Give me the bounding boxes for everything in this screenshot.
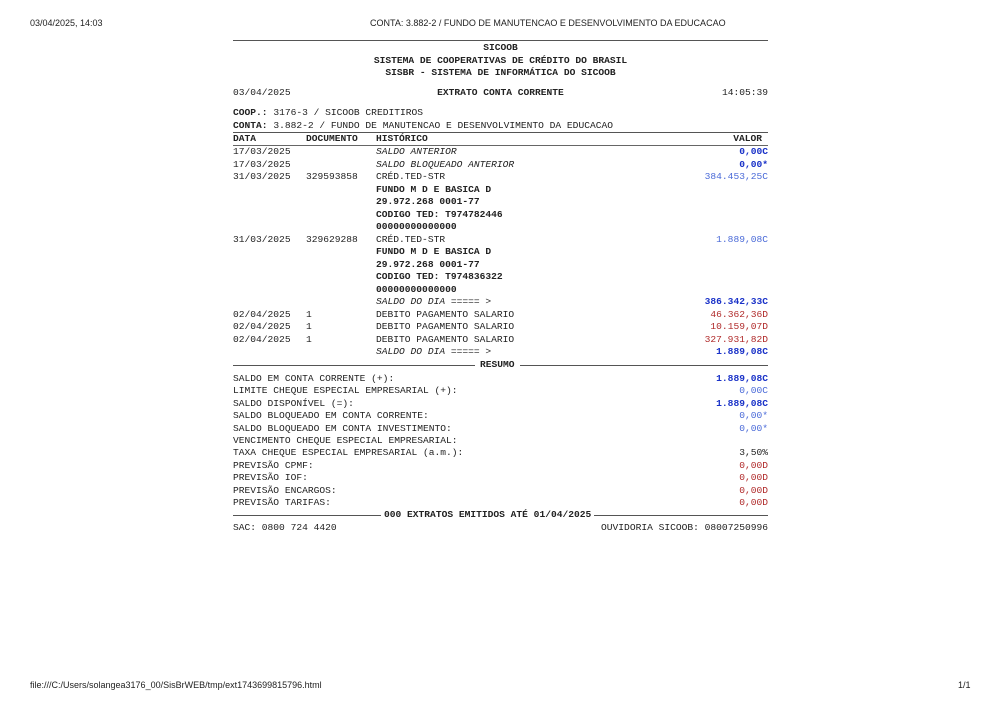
resumo-item bbox=[233, 447, 768, 459]
resumo-item bbox=[233, 398, 768, 410]
tx-date: 31/03/2025 bbox=[233, 233, 291, 245]
resumo-item bbox=[233, 497, 768, 509]
resumo-title: RESUMO bbox=[475, 359, 520, 372]
resumo-value: 0,00* bbox=[739, 410, 768, 422]
tx-date: 02/04/2025 bbox=[233, 321, 291, 332]
extratos-emitidos: 000 EXTRATOS EMITIDOS ATÉ 01/04/2025 bbox=[381, 509, 594, 522]
resumo-item bbox=[233, 410, 768, 422]
daily-balance-row bbox=[233, 346, 768, 359]
table-row bbox=[233, 159, 768, 172]
bank-subsystem: SISBR - SISTEMA DE INFORMÁTICA DO SICOOB bbox=[385, 67, 616, 78]
tx-date: 17/03/2025 bbox=[233, 158, 291, 170]
resumo-label: SALDO DISPONÍVEL (=): bbox=[233, 397, 354, 409]
ouvidoria-contact: OUVIDORIA SICOOB: 08007250996 bbox=[601, 521, 768, 533]
tx-detail bbox=[233, 209, 768, 222]
tx-detail bbox=[233, 284, 768, 297]
resumo-item bbox=[233, 385, 768, 397]
resumo-value: 3,50% bbox=[739, 447, 768, 459]
tx-detail bbox=[233, 246, 768, 259]
tx-value: 1.889,08C bbox=[716, 346, 768, 357]
table-row bbox=[233, 334, 768, 347]
resumo-value: 0,00D bbox=[739, 472, 768, 484]
resumo-value: 0,00D bbox=[739, 459, 768, 471]
resumo-value: 0,00D bbox=[739, 496, 768, 508]
tx-doc: 1 bbox=[306, 321, 312, 332]
tx-value: 327.931,82D bbox=[704, 333, 768, 345]
resumo-item bbox=[233, 472, 768, 484]
resumo-divider bbox=[233, 359, 768, 372]
tx-detail-text: 29.972.268 0001-77 bbox=[376, 196, 480, 207]
table-header bbox=[233, 133, 768, 146]
report-header bbox=[233, 87, 768, 100]
resumo-value: 0,00* bbox=[739, 422, 768, 434]
resumo-label: VENCIMENTO CHEQUE ESPECIAL EMPRESARIAL: bbox=[233, 434, 458, 446]
table-row bbox=[233, 234, 768, 247]
tx-detail-text: 29.972.268 0001-77 bbox=[376, 258, 480, 270]
report-title: EXTRATO CONTA CORRENTE bbox=[437, 86, 564, 98]
tx-value: 10.159,07D bbox=[710, 321, 768, 332]
tx-doc: 1 bbox=[306, 308, 312, 320]
tx-doc: 1 bbox=[306, 333, 312, 345]
resumo-label: LIMITE CHEQUE ESPECIAL EMPRESARIAL (+): bbox=[233, 385, 458, 397]
tx-value: 46.362,36D bbox=[710, 308, 768, 320]
print-datetime: 03/04/2025, 14:03 bbox=[30, 18, 103, 28]
col-historico: HISTÓRICO bbox=[376, 133, 428, 144]
resumo-list bbox=[233, 373, 768, 509]
resumo-label: PREVISÃO IOF: bbox=[233, 472, 308, 484]
bank-system: SISTEMA DE COOPERATIVAS DE CRÉDITO DO BRASIL bbox=[373, 54, 628, 66]
tx-date: 17/03/2025 bbox=[233, 146, 291, 157]
tx-value: 384.453,25C bbox=[704, 171, 768, 182]
page-number: 1/1 bbox=[958, 680, 971, 690]
resumo-value: 1.889,08C bbox=[716, 397, 768, 409]
tx-value: 0,00* bbox=[739, 158, 768, 170]
resumo-label: SALDO BLOQUEADO EM CONTA CORRENTE: bbox=[233, 410, 429, 422]
tx-detail-text: CODIGO TED: T974836322 bbox=[376, 271, 503, 282]
tx-date: 02/04/2025 bbox=[233, 333, 291, 345]
tx-detail-text: FUNDO M D E BASICA D bbox=[376, 246, 492, 257]
coop-line bbox=[233, 107, 768, 120]
extratos-divider bbox=[233, 509, 768, 522]
tx-value: 386.342,33C bbox=[704, 296, 768, 307]
report-time: 14:05:39 bbox=[721, 86, 768, 98]
resumo-label: TAXA CHEQUE ESPECIAL EMPRESARIAL (a.m.): bbox=[233, 447, 464, 459]
tx-hist: DEBITO PAGAMENTO SALARIO bbox=[376, 333, 515, 345]
resumo-label: SALDO EM CONTA CORRENTE (+): bbox=[233, 373, 395, 384]
file-path: file:///C:/Users/solangea3176_00/SisBrWEB/tmp/ext1743699815796.html bbox=[30, 680, 322, 690]
conta-value: 3.882-2 / FUNDO DE MANUTENCAO E DESENVOLVIMENTO DA EDUCACAO bbox=[273, 119, 613, 131]
tx-detail-text: 00000000000000 bbox=[376, 221, 457, 232]
resumo-item bbox=[233, 460, 768, 472]
table-row bbox=[233, 146, 768, 159]
tx-detail-text: FUNDO M D E BASICA D bbox=[376, 183, 492, 195]
tx-hist: SALDO DO DIA ===== > bbox=[376, 346, 492, 357]
col-data: DATA bbox=[233, 133, 257, 144]
resumo-label: SALDO BLOQUEADO EM CONTA INVESTIMENTO: bbox=[233, 422, 452, 434]
tx-detail-text: CODIGO TED: T974782446 bbox=[376, 208, 503, 220]
tx-hist: SALDO ANTERIOR bbox=[376, 146, 457, 157]
tx-detail bbox=[233, 184, 768, 197]
statement-document bbox=[233, 40, 768, 534]
resumo-item bbox=[233, 423, 768, 435]
resumo-label: PREVISÃO TARIFAS: bbox=[233, 496, 331, 508]
resumo-value: 1.889,08C bbox=[716, 373, 768, 384]
tx-date: 31/03/2025 bbox=[233, 171, 291, 182]
tx-detail bbox=[233, 221, 768, 234]
coop-label: COOP.: bbox=[233, 107, 268, 118]
conta-label: CONTA: bbox=[233, 119, 268, 131]
table-row bbox=[233, 171, 768, 184]
tx-doc: 329629288 bbox=[306, 233, 358, 245]
tx-hist: DEBITO PAGAMENTO SALARIO bbox=[376, 321, 515, 332]
coop-value: 3176-3 / SICOOB CREDITIROS bbox=[273, 107, 423, 118]
tx-hist: DEBITO PAGAMENTO SALARIO bbox=[376, 308, 515, 320]
col-valor: VALOR bbox=[733, 133, 762, 144]
tx-detail bbox=[233, 271, 768, 284]
tx-detail bbox=[233, 196, 768, 209]
contacts-row bbox=[233, 522, 768, 535]
resumo-item bbox=[233, 485, 768, 497]
tx-value: 0,00C bbox=[739, 146, 768, 157]
table-row bbox=[233, 309, 768, 322]
report-date: 03/04/2025 bbox=[233, 86, 291, 98]
conta-line bbox=[233, 120, 768, 133]
tx-doc: 329593858 bbox=[306, 171, 358, 182]
bank-name: SICOOB bbox=[483, 42, 518, 53]
resumo-label: PREVISÃO ENCARGOS: bbox=[233, 484, 337, 496]
resumo-value: 0,00C bbox=[739, 385, 768, 397]
resumo-label: PREVISÃO CPMF: bbox=[233, 459, 314, 471]
table-row bbox=[233, 321, 768, 334]
tx-hist: CRÉD.TED-STR bbox=[376, 171, 446, 182]
print-title: CONTA: 3.882-2 / FUNDO DE MANUTENCAO E DESENVOLVIMENTO DA EDUCACAO bbox=[370, 18, 726, 28]
tx-detail-text: 00000000000000 bbox=[376, 283, 457, 295]
col-documento: DOCUMENTO bbox=[306, 133, 358, 144]
tx-hist: SALDO BLOQUEADO ANTERIOR bbox=[376, 158, 515, 170]
resumo-item bbox=[233, 373, 768, 385]
sac-contact: SAC: 0800 724 4420 bbox=[233, 521, 337, 533]
tx-detail bbox=[233, 259, 768, 272]
resumo-item bbox=[233, 435, 768, 447]
daily-balance-row bbox=[233, 296, 768, 309]
tx-value: 1.889,08C bbox=[716, 233, 768, 245]
tx-hist: SALDO DO DIA ===== > bbox=[376, 296, 492, 307]
resumo-value: 0,00D bbox=[739, 484, 768, 496]
tx-date: 02/04/2025 bbox=[233, 308, 291, 320]
tx-hist: CRÉD.TED-STR bbox=[376, 233, 446, 245]
